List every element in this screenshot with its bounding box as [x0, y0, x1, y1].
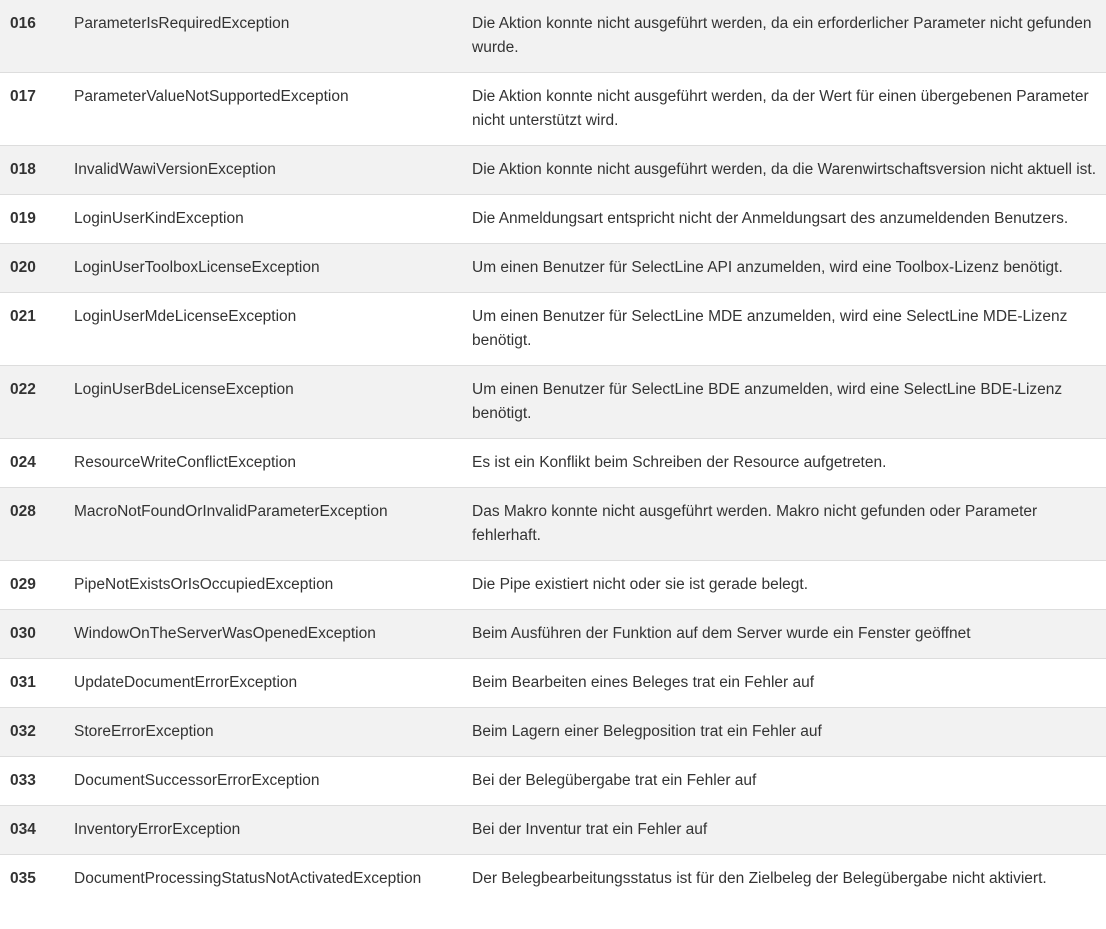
- exception-name: StoreErrorException: [74, 723, 214, 740]
- table-row: [0, 146, 1106, 195]
- table-row: [0, 293, 1106, 366]
- error-description: Um einen Benutzer für SelectLine API anzumelden, wird eine Toolbox-Lizenz benötigt.: [472, 259, 1063, 276]
- error-description: Beim Lagern einer Belegposition trat ein Fehler auf: [472, 723, 822, 740]
- error-description: Die Aktion konnte nicht ausgeführt werden, da ein erforderlicher Parameter nicht gefunden wurde.: [472, 15, 1092, 56]
- error-code: 019: [10, 210, 36, 227]
- table-row: [0, 244, 1106, 293]
- exception-name: LoginUserToolboxLicenseException: [74, 259, 320, 276]
- exception-name: LoginUserBdeLicenseException: [74, 381, 294, 398]
- exception-name: WindowOnTheServerWasOpenedException: [74, 625, 376, 642]
- exception-name: ResourceWriteConflictException: [74, 454, 296, 471]
- exception-name: MacroNotFoundOrInvalidParameterException: [74, 503, 388, 520]
- error-description: Es ist ein Konflikt beim Schreiben der Resource aufgetreten.: [472, 454, 887, 471]
- table-row: [0, 439, 1106, 488]
- table-row: [0, 757, 1106, 806]
- error-code: 022: [10, 381, 36, 398]
- exception-name: ParameterIsRequiredException: [74, 15, 290, 32]
- error-code: 021: [10, 308, 36, 325]
- error-description: Beim Ausführen der Funktion auf dem Server wurde ein Fenster geöffnet: [472, 625, 971, 642]
- table-row: [0, 855, 1106, 904]
- error-code: 034: [10, 821, 36, 838]
- error-code: 020: [10, 259, 36, 276]
- error-code: 017: [10, 88, 36, 105]
- error-description: Die Aktion konnte nicht ausgeführt werden, da die Warenwirtschaftsversion nicht aktuell ist.: [472, 161, 1097, 178]
- error-code: 018: [10, 161, 36, 178]
- error-code: 030: [10, 625, 36, 642]
- error-description: Beim Bearbeiten eines Beleges trat ein Fehler auf: [472, 674, 815, 691]
- exception-name: ParameterValueNotSupportedException: [74, 88, 349, 105]
- error-description: Die Aktion konnte nicht ausgeführt werden, da der Wert für einen übergebenen Parameter nicht unterstützt wird.: [472, 88, 1089, 129]
- error-code: 035: [10, 870, 36, 887]
- error-code: 028: [10, 503, 36, 520]
- error-code: 024: [10, 454, 36, 471]
- table-row: [0, 366, 1106, 439]
- error-description: Der Belegbearbeitungsstatus ist für den Zielbeleg der Belegübergabe nicht aktiviert.: [472, 870, 1047, 887]
- error-description: Bei der Inventur trat ein Fehler auf: [472, 821, 708, 838]
- error-description: Um einen Benutzer für SelectLine BDE anzumelden, wird eine SelectLine BDE-Lizenz benötigt.: [472, 381, 1063, 422]
- table-row: [0, 708, 1106, 757]
- error-description: Die Pipe existiert nicht oder sie ist gerade belegt.: [472, 576, 809, 593]
- exception-name: InvalidWawiVersionException: [74, 161, 276, 178]
- exception-name: LoginUserMdeLicenseException: [74, 308, 297, 325]
- error-description: Die Anmeldungsart entspricht nicht der Anmeldungsart des anzumeldenden Benutzers.: [472, 210, 1069, 227]
- exception-name: DocumentProcessingStatusNotActivatedException: [74, 870, 422, 887]
- exception-name: LoginUserKindException: [74, 210, 244, 227]
- error-code: 032: [10, 723, 36, 740]
- error-code: 031: [10, 674, 36, 691]
- table-row: [0, 73, 1106, 146]
- table-row: [0, 806, 1106, 855]
- table-row: [0, 195, 1106, 244]
- table-row: [0, 659, 1106, 708]
- table-row: [0, 488, 1106, 561]
- error-code: 033: [10, 772, 36, 789]
- error-description: Das Makro konnte nicht ausgeführt werden. Makro nicht gefunden oder Parameter fehlerhaft.: [472, 503, 1038, 544]
- error-code: 029: [10, 576, 36, 593]
- error-description: Bei der Belegübergabe trat ein Fehler auf: [472, 772, 757, 789]
- exception-name: UpdateDocumentErrorException: [74, 674, 298, 691]
- table-row: [0, 610, 1106, 659]
- exception-name: InventoryErrorException: [74, 821, 241, 838]
- error-description: Um einen Benutzer für SelectLine MDE anzumelden, wird eine SelectLine MDE-Lizenz benötigt.: [472, 308, 1068, 349]
- error-code: 016: [10, 15, 36, 32]
- exception-name: DocumentSuccessorErrorException: [74, 772, 320, 789]
- table-row: [0, 561, 1106, 610]
- table-row: [0, 0, 1106, 73]
- exception-name: PipeNotExistsOrIsOccupiedException: [74, 576, 334, 593]
